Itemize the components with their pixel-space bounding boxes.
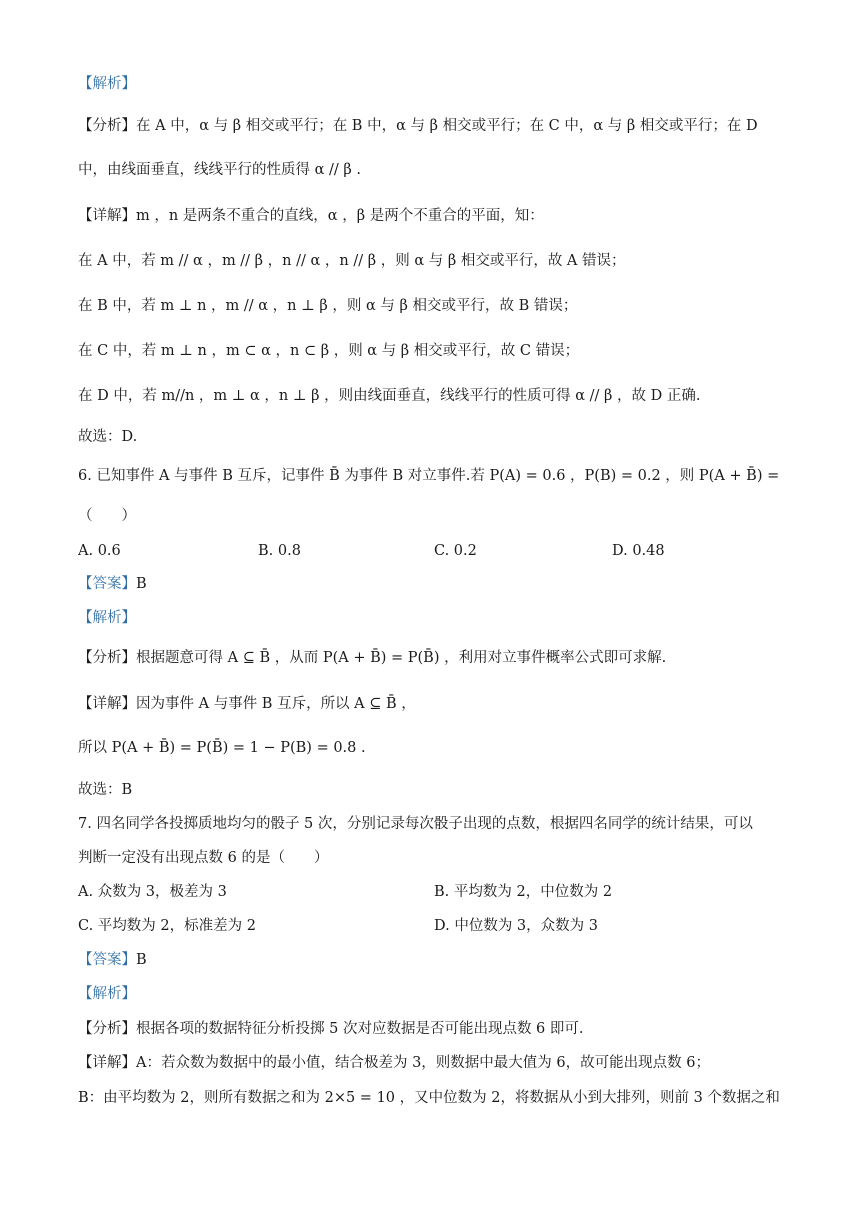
q6-jiexi-heading: 【解析】 [78,610,136,626]
q7-detail-tag: 【详解】 [78,1055,136,1071]
detail-line [78,206,798,226]
q6-option-b: B. 0.8 [258,543,301,559]
q7-detail-text: A：若众数为数据中的最小值，结合极差为 3，则数据中最大值为 6，故可能出现点数 6； [136,1055,710,1071]
analysis-line [78,116,798,136]
case-b-line: 在 B 中，若 m ⊥ n ，m // α ，n ⊥ β ，则 α 与 β 相交或平行，故 B 错误； [78,298,578,314]
q6-answer-tag: 【答案】 [78,576,136,592]
analysis-text: 在 A 中，α 与 β 相交或平行；在 B 中，α 与 β 相交或平行；在 C 中，α 与 β 相交或平行；在 D [136,118,758,134]
q6-option-d: D. 0.48 [612,543,665,559]
q7-option-b: B. 平均数为 2，中位数为 2 [434,884,613,900]
q6-option-c: C. 0.2 [434,543,477,559]
q6-answer: B [136,576,147,592]
q6-answer-line [78,574,798,594]
q7-option-c: C. 平均数为 2，标准差为 2 [78,918,256,934]
q7-answer-line [78,950,798,970]
analysis-line-2: 中，由线面垂直，线线平行的性质得 α // β . [78,162,361,178]
q7-option-a: A. 众数为 3，极差为 3 [78,884,227,900]
q7-stem-line-2: 判断一定没有出现点数 6 的是（ ） [78,850,329,866]
q7-detail-line-2: B：由平均数为 2，则所有数据之和为 2×5 = 10 ，又中位数为 2，将数据从小到大排列，则前 3 个数据之和 [78,1090,780,1106]
q7-analysis-tag: 【分析】 [78,1021,136,1037]
analysis-tag: 【分析】 [78,118,136,134]
detail-text: m ，n 是两条不重合的直线，α ，β 是两个不重合的平面，知： [136,208,544,224]
choice-line: 故选：D. [78,429,138,445]
q6-stem-line-1: 6. 已知事件 A 与事件 B 互斥，记事件 B̄ 为事件 B 对立事件.若 P(A) = 0.6 ，P(B) = 0.2 ，则 P(A + B̄) = [78,468,780,484]
q6-stem-line-2: （ ） [78,508,136,524]
q6-detail-tag: 【详解】 [78,696,136,712]
q7-analysis-line [78,1019,798,1039]
q6-choice-line: 故选：B [78,782,133,798]
q6-analysis-line [78,648,798,668]
q7-option-d: D. 中位数为 3，众数为 3 [434,918,598,934]
q6-option-a: A. 0.6 [78,543,121,559]
q6-detail-text: 因为事件 A 与事件 B 互斥，所以 A ⊆ B̄ ， [136,696,416,712]
q7-detail-line [78,1053,798,1073]
detail-tag: 【详解】 [78,208,136,224]
q6-detail-line [78,694,798,714]
q7-answer-tag: 【答案】 [78,952,136,968]
q6-analysis-tag: 【分析】 [78,650,136,666]
q6-analysis-text: 根据题意可得 A ⊆ B̄ ，从而 P(A + B̄) = P(B̄) ，利用对立事件概率公式即可求解. [136,650,667,666]
case-d-line: 在 D 中，若 m//n ，m ⊥ α ，n ⊥ β ，则由线面垂直，线线平行的性质可得 α // β ，故 D 正确. [78,388,701,404]
q7-answer: B [136,952,147,968]
case-a-line: 在 A 中，若 m // α ，m // β ，n // α ，n // β ，则 α 与 β 相交或平行，故 A 错误； [78,253,626,269]
q7-jiexi-heading: 【解析】 [78,986,136,1002]
case-c-line: 在 C 中，若 m ⊥ n ，m ⊂ α ，n ⊂ β ，则 α 与 β 相交或平行，故 C 错误； [78,343,580,359]
q7-stem-line-1: 7. 四名同学各投掷质地均匀的骰子 5 次，分别记录每次骰子出现的点数，根据四名同学的统计结果，可以 [78,816,753,832]
q7-analysis-text: 根据各项的数据特征分析投掷 5 次对应数据是否可能出现点数 6 即可. [136,1021,584,1037]
jiexi-heading: 【解析】 [78,76,136,92]
q6-detail-line-2: 所以 P(A + B̄) = P(B̄) = 1 − P(B) = 0.8 . [78,740,366,756]
